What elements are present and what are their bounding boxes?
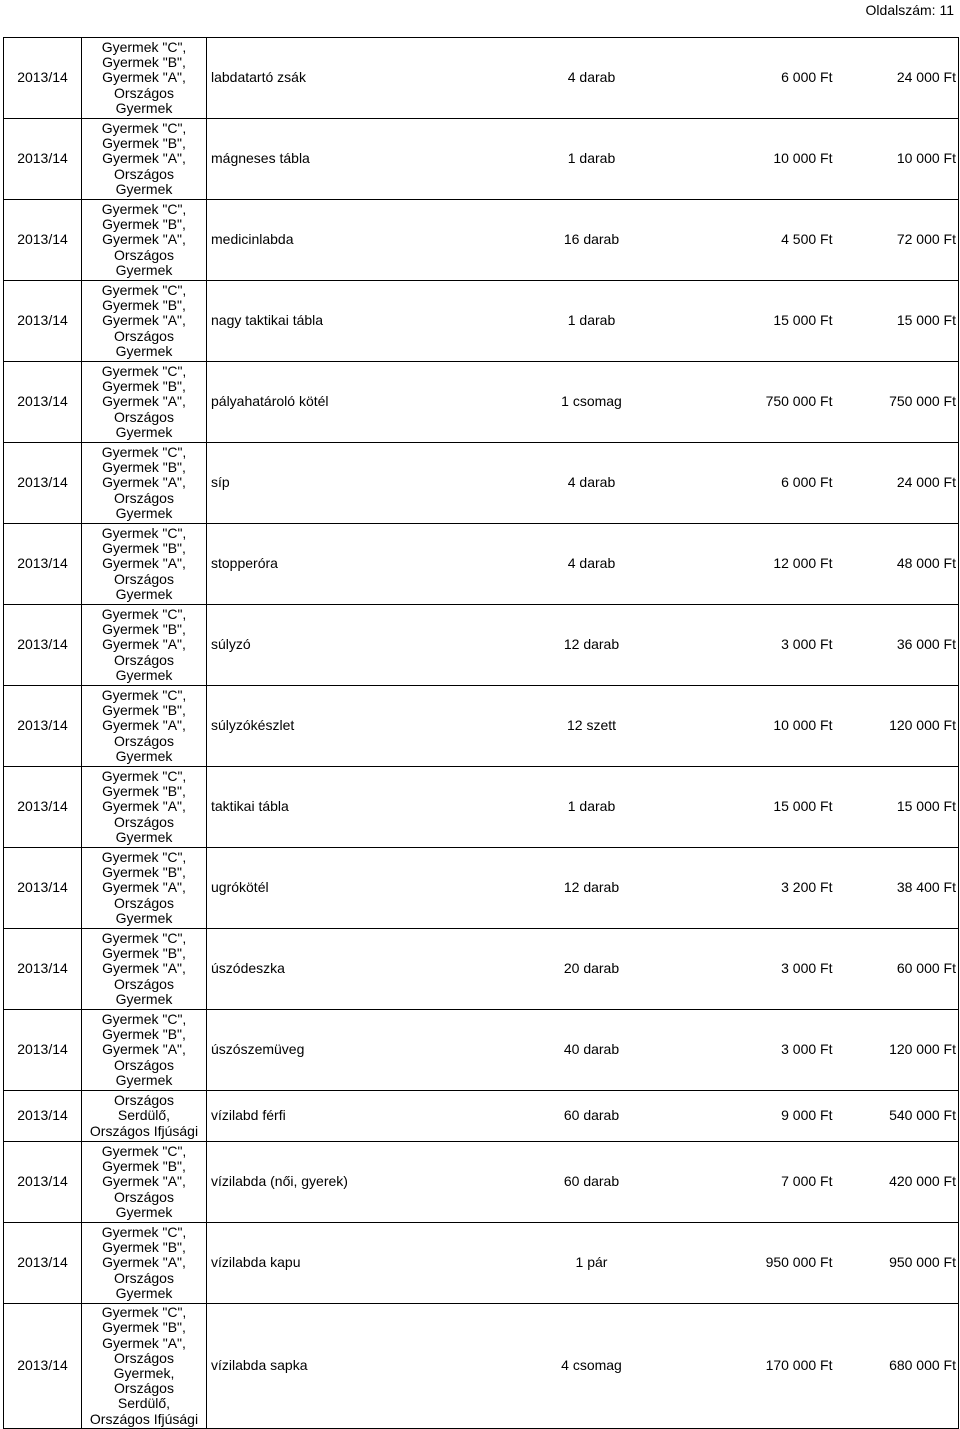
unit-price-cell: 3 000 Ft [637,1010,835,1091]
quantity-cell: 1 pár [547,1223,637,1304]
equipment-table-body [4,38,959,1429]
category-cell: Országos Serdülő, Országos Ifjúsági [82,1091,207,1142]
season-cell: 2013/14 [4,38,82,119]
season-cell: 2013/14 [4,1223,82,1304]
category-cell: Gyermek "C", Gyermek "B", Gyermek "A", Országos Gyermek [82,686,207,767]
total-price-cell: 15 000 Ft [835,767,959,848]
season-cell: 2013/14 [4,1142,82,1223]
total-price-cell: 15 000 Ft [835,281,959,362]
unit-price-cell: 7 000 Ft [637,1142,835,1223]
equipment-table [3,37,959,1429]
unit-price-cell: 3 000 Ft [637,605,835,686]
quantity-cell: 60 darab [547,1091,637,1142]
page-number: Oldalszám: 11 [865,2,954,18]
category-cell: Gyermek "C", Gyermek "B", Gyermek "A", Országos Gyermek [82,38,207,119]
table-row [4,605,959,686]
total-price-cell: 680 000 Ft [835,1304,959,1429]
unit-price-cell: 4 500 Ft [637,200,835,281]
quantity-cell: 12 szett [547,686,637,767]
total-price-cell: 24 000 Ft [835,38,959,119]
season-cell: 2013/14 [4,281,82,362]
item-name-cell: úszószemüveg [207,1010,547,1091]
unit-price-cell: 170 000 Ft [637,1304,835,1429]
category-cell: Gyermek "C", Gyermek "B", Gyermek "A", Országos Gyermek [82,1223,207,1304]
item-name-cell: taktikai tábla [207,767,547,848]
season-cell: 2013/14 [4,767,82,848]
unit-price-cell: 10 000 Ft [637,119,835,200]
item-name-cell: labdatartó zsák [207,38,547,119]
table-row [4,929,959,1010]
table-row [4,38,959,119]
item-name-cell: vízilabda (női, gyerek) [207,1142,547,1223]
total-price-cell: 48 000 Ft [835,524,959,605]
table-row [4,1304,959,1429]
total-price-cell: 420 000 Ft [835,1142,959,1223]
table-row [4,443,959,524]
season-cell: 2013/14 [4,200,82,281]
season-cell: 2013/14 [4,605,82,686]
total-price-cell: 72 000 Ft [835,200,959,281]
table-row [4,119,959,200]
item-name-cell: pályahatároló kötél [207,362,547,443]
quantity-cell: 12 darab [547,605,637,686]
table-row [4,1091,959,1142]
season-cell: 2013/14 [4,362,82,443]
category-cell: Gyermek "C", Gyermek "B", Gyermek "A", Országos Gyermek [82,524,207,605]
season-cell: 2013/14 [4,686,82,767]
total-price-cell: 540 000 Ft [835,1091,959,1142]
category-cell: Gyermek "C", Gyermek "B", Gyermek "A", Országos Gyermek [82,443,207,524]
item-name-cell: vízilabd férfi [207,1091,547,1142]
quantity-cell: 1 darab [547,281,637,362]
category-cell: Gyermek "C", Gyermek "B", Gyermek "A", Országos Gyermek [82,200,207,281]
quantity-cell: 4 darab [547,443,637,524]
table-row [4,362,959,443]
season-cell: 2013/14 [4,1010,82,1091]
total-price-cell: 120 000 Ft [835,686,959,767]
quantity-cell: 4 csomag [547,1304,637,1429]
table-row [4,767,959,848]
quantity-cell: 1 darab [547,767,637,848]
quantity-cell: 1 darab [547,119,637,200]
quantity-cell: 4 darab [547,38,637,119]
table-row [4,524,959,605]
table-row [4,200,959,281]
unit-price-cell: 750 000 Ft [637,362,835,443]
category-cell: Gyermek "C", Gyermek "B", Gyermek "A", Országos Gyermek [82,848,207,929]
quantity-cell: 16 darab [547,200,637,281]
table-row [4,848,959,929]
item-name-cell: súlyzókészlet [207,686,547,767]
category-cell: Gyermek "C", Gyermek "B", Gyermek "A", Országos Gyermek [82,605,207,686]
season-cell: 2013/14 [4,848,82,929]
table-row [4,686,959,767]
quantity-cell: 40 darab [547,1010,637,1091]
unit-price-cell: 3 000 Ft [637,929,835,1010]
item-name-cell: vízilabda sapka [207,1304,547,1429]
category-cell: Gyermek "C", Gyermek "B", Gyermek "A", Országos Gyermek [82,281,207,362]
total-price-cell: 750 000 Ft [835,362,959,443]
category-cell: Gyermek "C", Gyermek "B", Gyermek "A", Országos Gyermek, Országos Serdülő, Országos Ifjúsági [82,1304,207,1429]
category-cell: Gyermek "C", Gyermek "B", Gyermek "A", Országos Gyermek [82,1010,207,1091]
category-cell: Gyermek "C", Gyermek "B", Gyermek "A", Országos Gyermek [82,1142,207,1223]
total-price-cell: 10 000 Ft [835,119,959,200]
category-cell: Gyermek "C", Gyermek "B", Gyermek "A", Országos Gyermek [82,929,207,1010]
item-name-cell: súlyzó [207,605,547,686]
unit-price-cell: 950 000 Ft [637,1223,835,1304]
unit-price-cell: 9 000 Ft [637,1091,835,1142]
total-price-cell: 38 400 Ft [835,848,959,929]
item-name-cell: síp [207,443,547,524]
season-cell: 2013/14 [4,524,82,605]
season-cell: 2013/14 [4,1091,82,1142]
total-price-cell: 120 000 Ft [835,1010,959,1091]
item-name-cell: ugrókötél [207,848,547,929]
quantity-cell: 12 darab [547,848,637,929]
table-row [4,1142,959,1223]
season-cell: 2013/14 [4,119,82,200]
total-price-cell: 36 000 Ft [835,605,959,686]
item-name-cell: stopperóra [207,524,547,605]
quantity-cell: 20 darab [547,929,637,1010]
item-name-cell: medicinlabda [207,200,547,281]
table-row [4,281,959,362]
category-cell: Gyermek "C", Gyermek "B", Gyermek "A", Országos Gyermek [82,119,207,200]
unit-price-cell: 12 000 Ft [637,524,835,605]
quantity-cell: 60 darab [547,1142,637,1223]
table-row [4,1010,959,1091]
category-cell: Gyermek "C", Gyermek "B", Gyermek "A", Országos Gyermek [82,767,207,848]
item-name-cell: nagy taktikai tábla [207,281,547,362]
unit-price-cell: 15 000 Ft [637,281,835,362]
season-cell: 2013/14 [4,1304,82,1429]
item-name-cell: úszódeszka [207,929,547,1010]
total-price-cell: 24 000 Ft [835,443,959,524]
total-price-cell: 950 000 Ft [835,1223,959,1304]
unit-price-cell: 6 000 Ft [637,443,835,524]
season-cell: 2013/14 [4,443,82,524]
quantity-cell: 1 csomag [547,362,637,443]
category-cell: Gyermek "C", Gyermek "B", Gyermek "A", Országos Gyermek [82,362,207,443]
total-price-cell: 60 000 Ft [835,929,959,1010]
unit-price-cell: 3 200 Ft [637,848,835,929]
season-cell: 2013/14 [4,929,82,1010]
unit-price-cell: 15 000 Ft [637,767,835,848]
quantity-cell: 4 darab [547,524,637,605]
table-row [4,1223,959,1304]
unit-price-cell: 6 000 Ft [637,38,835,119]
item-name-cell: mágneses tábla [207,119,547,200]
item-name-cell: vízilabda kapu [207,1223,547,1304]
unit-price-cell: 10 000 Ft [637,686,835,767]
